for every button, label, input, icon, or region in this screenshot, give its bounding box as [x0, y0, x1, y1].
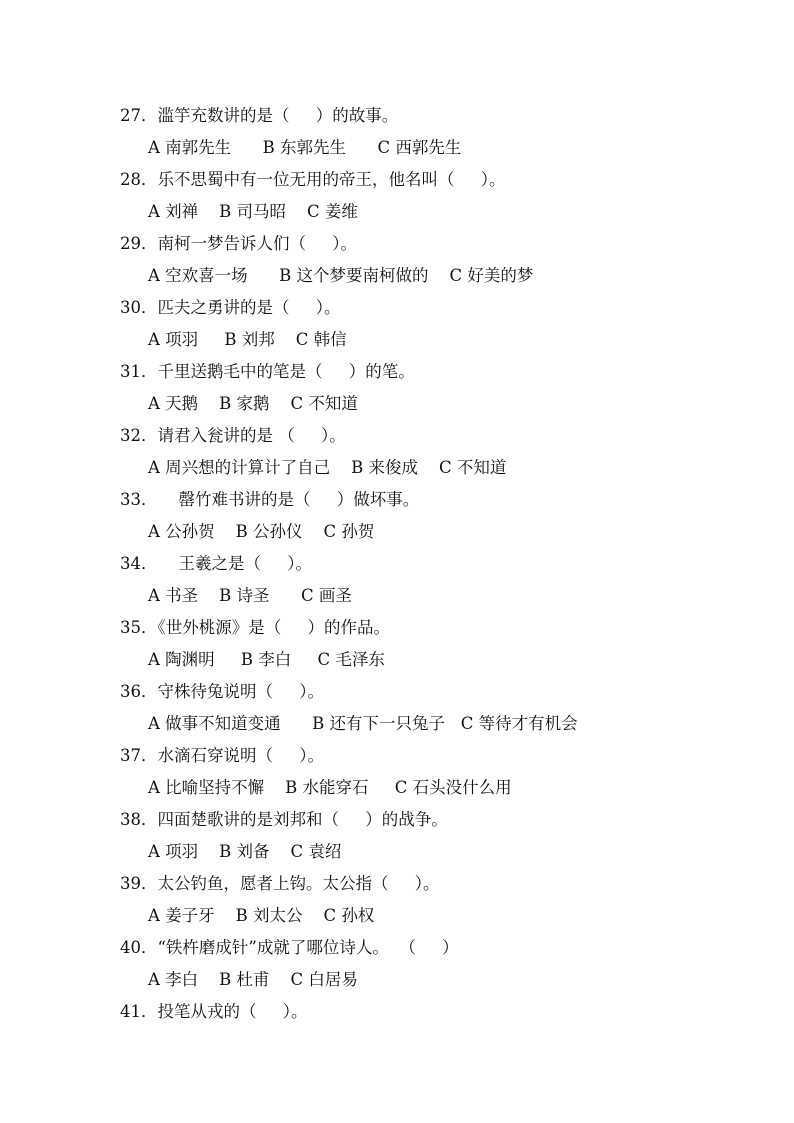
question-27: 27．滥竽充数讲的是（ ）的故事。	[120, 106, 399, 125]
question-30-options: A 项羽 B 刘邦 C 韩信	[148, 330, 347, 349]
question-29-options: A 空欢喜一场 B 这个梦要南柯做的 C 好美的梦	[148, 266, 534, 285]
question-36: 36．守株待兔说明（ ）。	[120, 682, 324, 701]
question-34: 34． 王羲之是（ ）。	[120, 554, 312, 573]
question-40: 40．“铁杵磨成针”成就了哪位诗人。 （ ）	[120, 938, 459, 957]
question-33: 33． 罄竹难书讲的是（ ）做坏事。	[120, 490, 420, 509]
question-27-options: A 南郭先生 B 东郭先生 C 西郭先生	[148, 138, 462, 157]
question-40-options: A 李白 B 杜甫 C 白居易	[148, 970, 358, 989]
question-28: 28．乐不思蜀中有一位无用的帝王，他名叫（ ）。	[120, 170, 506, 189]
question-29: 29．南柯一梦告诉人们（ ）。	[120, 234, 357, 253]
question-34-options: A 书圣 B 诗圣 C 画圣	[148, 586, 352, 605]
question-30: 30．匹夫之勇讲的是（ ）。	[120, 298, 341, 317]
question-35-options: A 陶渊明 B 李白 C 毛泽东	[148, 650, 385, 669]
question-31-options: A 天鹅 B 家鹅 C 不知道	[148, 394, 358, 413]
question-28-options: A 刘禅 B 司马昭 C 姜维	[148, 202, 358, 221]
question-31: 31．千里送鹅毛中的笔是（ ）的笔。	[120, 362, 415, 381]
question-32-options: A 周兴想的计算计了自己 B 来俊成 C 不知道	[148, 458, 507, 477]
question-35: 35．《世外桃源》是（ ）的作品。	[120, 618, 390, 637]
question-39-options: A 姜子牙 B 刘太公 C 孙权	[148, 906, 375, 925]
question-36-options: A 做事不知道变通 B 还有下一只兔子 C 等待才有机会	[148, 714, 578, 733]
question-32: 32．请君入瓮讲的是 （ ）。	[120, 426, 346, 445]
question-33-options: A 公孙贺 B 公孙仪 C 孙贺	[148, 522, 375, 541]
question-37: 37．水滴石穿说明（ ）。	[120, 746, 324, 765]
question-38-options: A 项羽 B 刘备 C 袁绍	[148, 842, 342, 861]
question-38: 38．四面楚歌讲的是刘邦和（ ）的战争。	[120, 810, 448, 829]
question-37-options: A 比喻坚持不懈 B 水能穿石 C 石头没什么用	[148, 778, 512, 797]
question-39: 39．太公钓鱼，愿者上钩。太公指（ ）。	[120, 874, 440, 893]
question-41: 41．投笔从戎的（ ）。	[120, 1002, 308, 1021]
